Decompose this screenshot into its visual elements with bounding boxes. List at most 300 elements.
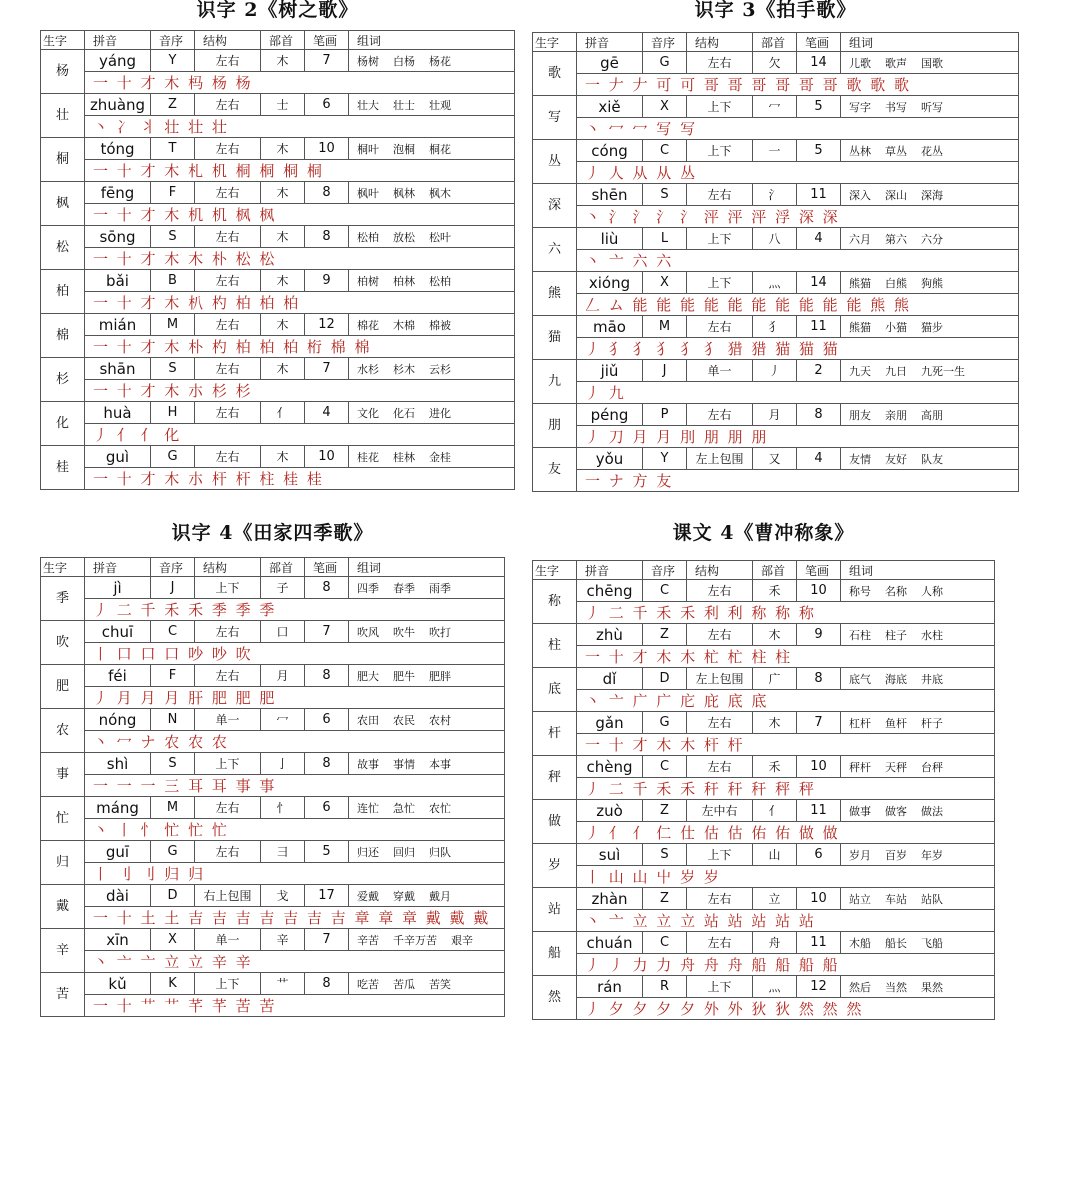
- word-item: 木棉: [393, 318, 415, 332]
- word-item: 苦笑: [429, 977, 451, 991]
- word-item: 吹风: [357, 625, 379, 639]
- radical-cell: 木: [753, 712, 797, 734]
- words-cell: [349, 182, 515, 204]
- pinyin-cell: shēn: [577, 184, 643, 206]
- header-row: [41, 31, 515, 50]
- stroke-order-row: [533, 470, 1019, 492]
- stroke-order-row: [41, 292, 515, 314]
- words-cell: [841, 756, 995, 778]
- word-item: 肥胖: [429, 669, 451, 683]
- table-row: [41, 270, 515, 292]
- pinyin-cell: xiě: [577, 96, 643, 118]
- radical-cell: 木: [261, 50, 305, 72]
- stroke-count-cell: 10: [305, 446, 349, 468]
- stroke-order-row: [41, 380, 515, 402]
- stroke-order-cell: 丿 二 千 禾 禾 秆 秆 秆 秤 秤: [577, 778, 995, 800]
- pinyin-cell: māo: [577, 316, 643, 338]
- word-item: 穿戴: [393, 889, 415, 903]
- structure-cell: 左右: [195, 50, 261, 72]
- radical-cell: 亻: [753, 800, 797, 822]
- character-cell: 松: [41, 226, 85, 270]
- stroke-count-cell: 9: [797, 624, 841, 646]
- stroke-order-cell: 丿 二 千 禾 禾 利 利 称 称 称: [577, 602, 995, 624]
- sound-order-cell: G: [151, 446, 195, 468]
- radical-cell: 木: [261, 446, 305, 468]
- literacy-table: [40, 30, 515, 490]
- table-row: [533, 52, 1019, 74]
- stroke-order-cell: 丶 冫 丬 壮 壮 壮: [85, 116, 515, 138]
- section-title: 识字 2《树之歌》: [196, 0, 359, 21]
- words-cell: [349, 446, 515, 468]
- sound-order-cell: X: [643, 96, 687, 118]
- word-item: 果然: [921, 980, 943, 994]
- header-radical: 部首: [261, 558, 305, 577]
- word-item: 桂林: [393, 450, 415, 464]
- sound-order-cell: Y: [643, 448, 687, 470]
- word-item: 文化: [357, 406, 379, 420]
- section-title: 课文 4《曹冲称象》: [672, 522, 855, 544]
- pinyin-cell: sōng: [85, 226, 151, 248]
- radical-cell: 月: [753, 404, 797, 426]
- header-pinyin: 拼音: [577, 33, 643, 52]
- stroke-count-cell: 10: [797, 580, 841, 602]
- character-cell: 熊: [533, 272, 577, 316]
- stroke-order-cell: 一 十 才 木 朩 杉 杉: [85, 380, 515, 402]
- stroke-order-row: [533, 734, 995, 756]
- word-item: 国歌: [921, 56, 943, 70]
- header-pinyin: 拼音: [85, 558, 151, 577]
- word-item: 鱼杆: [885, 716, 907, 730]
- radical-cell: 木: [261, 314, 305, 336]
- stroke-count-cell: 14: [797, 52, 841, 74]
- table-row: [41, 929, 505, 951]
- stroke-order-cell: 丿 刀 月 月 刖 朋 朋 朋: [577, 426, 1019, 448]
- word-item: 深入: [849, 188, 871, 202]
- character-cell: 写: [533, 96, 577, 140]
- character-cell: 辛: [41, 929, 85, 973]
- stroke-count-cell: 8: [797, 668, 841, 690]
- word-item: 木船: [849, 936, 871, 950]
- words-cell: [349, 138, 515, 160]
- pinyin-cell: chuī: [85, 621, 151, 643]
- table-row: [41, 753, 505, 775]
- character-cell: 柏: [41, 270, 85, 314]
- character-cell: 吹: [41, 621, 85, 665]
- word-item: 枫林: [393, 186, 415, 200]
- words-cell: [841, 448, 1019, 470]
- stroke-order-row: [533, 294, 1019, 316]
- structure-cell: 左右: [687, 52, 753, 74]
- stroke-count-cell: 14: [797, 272, 841, 294]
- word-item: 回归: [393, 845, 415, 859]
- stroke-order-cell: 一 十 才 木 机 机 枫 枫: [85, 204, 515, 226]
- stroke-order-cell: 丿 亻 亻 仁 仕 估 估 佑 佑 做 做: [577, 822, 995, 844]
- stroke-order-cell: 一 一 一 三 耳 耳 事 事: [85, 775, 505, 797]
- character-cell: 然: [533, 976, 577, 1020]
- section-title: 识字 3《拍手歌》: [694, 0, 857, 21]
- words-cell: [841, 96, 1019, 118]
- stroke-order-row: [41, 248, 515, 270]
- word-item: 杨树: [357, 54, 379, 68]
- structure-cell: 单一: [195, 709, 261, 731]
- structure-cell: 左右: [687, 932, 753, 954]
- pinyin-cell: liù: [577, 228, 643, 250]
- pinyin-cell: chuán: [577, 932, 643, 954]
- stroke-order-cell: 一 十 才 木 札 机 桐 桐 桐 桐: [85, 160, 515, 182]
- pinyin-cell: guì: [85, 446, 151, 468]
- word-item: 白熊: [885, 276, 907, 290]
- word-item: 车站: [885, 892, 907, 906]
- sound-order-cell: Z: [643, 624, 687, 646]
- word-item: 友情: [849, 452, 871, 466]
- radical-cell: 氵: [753, 184, 797, 206]
- structure-cell: 左右: [195, 446, 261, 468]
- section-caochongchengxiang: [532, 523, 995, 1018]
- table-row: [41, 709, 505, 731]
- table-row: [533, 668, 995, 690]
- word-item: 秤杆: [849, 760, 871, 774]
- words-cell: [349, 797, 505, 819]
- radical-cell: 丿: [753, 360, 797, 382]
- character-cell: 杆: [533, 712, 577, 756]
- radical-cell: 舟: [753, 932, 797, 954]
- structure-cell: 左上包围: [687, 668, 753, 690]
- radical-cell: 广: [753, 668, 797, 690]
- stroke-order-cell: 丿 二 千 禾 禾 季 季 季: [85, 599, 505, 621]
- stroke-count-cell: 7: [797, 712, 841, 734]
- character-cell: 杉: [41, 358, 85, 402]
- radical-cell: 木: [261, 358, 305, 380]
- sound-order-cell: Z: [151, 94, 195, 116]
- stroke-count-cell: 10: [305, 138, 349, 160]
- word-item: 放松: [393, 230, 415, 244]
- table-row: [533, 800, 995, 822]
- word-item: 爱戴: [357, 889, 379, 903]
- stroke-order-row: [41, 731, 505, 753]
- words-cell: [349, 753, 505, 775]
- sound-order-cell: K: [151, 973, 195, 995]
- character-cell: 桂: [41, 446, 85, 490]
- word-item: 吹牛: [393, 625, 415, 639]
- structure-cell: 左右: [195, 182, 261, 204]
- stroke-order-cell: 一 十 才 木 朴 杓 柏 柏 柏 桁 棉 棉: [85, 336, 515, 358]
- word-item: 水杉: [357, 362, 379, 376]
- character-cell: 忙: [41, 797, 85, 841]
- structure-cell: 左右: [195, 797, 261, 819]
- words-cell: [841, 888, 995, 910]
- structure-cell: 左右: [687, 184, 753, 206]
- word-item: 站队: [921, 892, 943, 906]
- radical-cell: 艹: [261, 973, 305, 995]
- word-item: 农村: [429, 713, 451, 727]
- character-cell: 称: [533, 580, 577, 624]
- word-item: 井底: [921, 672, 943, 686]
- stroke-order-row: [533, 602, 995, 624]
- table-row: [41, 621, 505, 643]
- table-row: [41, 885, 505, 907]
- radical-cell: 辛: [261, 929, 305, 951]
- pinyin-cell: jiǔ: [577, 360, 643, 382]
- word-item: 石柱: [849, 628, 871, 642]
- word-item: 桐花: [429, 142, 451, 156]
- radical-cell: 欠: [753, 52, 797, 74]
- words-cell: [349, 709, 505, 731]
- word-item: 深海: [921, 188, 943, 202]
- words-cell: [841, 800, 995, 822]
- word-item: 杠杆: [849, 716, 871, 730]
- character-cell: 化: [41, 402, 85, 446]
- word-item: 人称: [921, 584, 943, 598]
- stroke-order-row: [41, 643, 505, 665]
- word-item: 苦瓜: [393, 977, 415, 991]
- character-cell: 柱: [533, 624, 577, 668]
- word-item: 岁月: [849, 848, 871, 862]
- table-row: [533, 316, 1019, 338]
- header-strokes: 笔画: [305, 558, 349, 577]
- stroke-order-row: [41, 687, 505, 709]
- character-cell: 歌: [533, 52, 577, 96]
- header-structure: 结构: [195, 31, 261, 50]
- sound-order-cell: M: [643, 316, 687, 338]
- table-row: [41, 841, 505, 863]
- structure-cell: 左右: [195, 270, 261, 292]
- words-cell: [841, 668, 995, 690]
- word-item: 花丛: [921, 144, 943, 158]
- word-item: 做法: [921, 804, 943, 818]
- pinyin-cell: suì: [577, 844, 643, 866]
- header-strokes: 笔画: [797, 33, 841, 52]
- stroke-order-cell: 一 ナ 方 友: [577, 470, 1019, 492]
- stroke-order-row: [533, 162, 1019, 184]
- section-paishouge: [532, 0, 1019, 490]
- pinyin-cell: nóng: [85, 709, 151, 731]
- character-cell: 九: [533, 360, 577, 404]
- word-item: 松叶: [429, 230, 451, 244]
- character-cell: 棉: [41, 314, 85, 358]
- word-item: 听写: [921, 100, 943, 114]
- word-item: 做客: [885, 804, 907, 818]
- word-item: 松柏: [429, 274, 451, 288]
- word-item: 吃苦: [357, 977, 379, 991]
- header-radical: 部首: [753, 33, 797, 52]
- word-item: 深山: [885, 188, 907, 202]
- word-item: 桂花: [357, 450, 379, 464]
- word-item: 柏林: [393, 274, 415, 288]
- header-words: 组词: [349, 558, 505, 577]
- radical-cell: 犭: [753, 316, 797, 338]
- section-shuzhige: [40, 0, 515, 490]
- stroke-order-row: [533, 426, 1019, 448]
- table-row: [41, 138, 515, 160]
- stroke-order-cell: 丶 冖 冖 写 写: [577, 118, 1019, 140]
- sound-order-cell: D: [151, 885, 195, 907]
- sound-order-cell: M: [151, 314, 195, 336]
- words-cell: [841, 52, 1019, 74]
- radical-cell: 灬: [753, 272, 797, 294]
- stroke-order-row: [533, 910, 995, 932]
- structure-cell: 左右: [195, 621, 261, 643]
- stroke-order-row: [533, 250, 1019, 272]
- stroke-order-row: [533, 74, 1019, 96]
- sound-order-cell: R: [643, 976, 687, 998]
- pinyin-cell: yáng: [85, 50, 151, 72]
- radical-cell: 冖: [261, 709, 305, 731]
- stroke-order-cell: 一 十 才 木 杩 杨 杨: [85, 72, 515, 94]
- pinyin-cell: kǔ: [85, 973, 151, 995]
- words-cell: [841, 184, 1019, 206]
- radical-cell: 山: [753, 844, 797, 866]
- word-item: 杨花: [429, 54, 451, 68]
- table-row: [533, 448, 1019, 470]
- words-cell: [841, 580, 995, 602]
- pinyin-cell: xīn: [85, 929, 151, 951]
- radical-cell: 忄: [261, 797, 305, 819]
- character-cell: 深: [533, 184, 577, 228]
- words-cell: [841, 844, 995, 866]
- sound-order-cell: B: [151, 270, 195, 292]
- stroke-order-cell: 丶 丨 忄 忙 忙 忙: [85, 819, 505, 841]
- header-order: 音序: [643, 33, 687, 52]
- stroke-count-cell: 10: [797, 888, 841, 910]
- word-item: 戴月: [429, 889, 451, 903]
- stroke-count-cell: 6: [797, 844, 841, 866]
- table-row: [533, 96, 1019, 118]
- word-item: 队友: [921, 452, 943, 466]
- stroke-order-cell: 丿 犭 犭 犭 犭 犭 猎 猎 猫 猫 猫: [577, 338, 1019, 360]
- character-cell: 苦: [41, 973, 85, 1017]
- word-item: 做事: [849, 804, 871, 818]
- stroke-order-cell: 一 十 才 木 木 杆 杆: [577, 734, 995, 756]
- stroke-count-cell: 9: [305, 270, 349, 292]
- stroke-count-cell: 4: [797, 228, 841, 250]
- pinyin-cell: zhù: [577, 624, 643, 646]
- structure-cell: 上下: [195, 577, 261, 599]
- pinyin-cell: máng: [85, 797, 151, 819]
- table-row: [533, 844, 995, 866]
- word-item: 当然: [885, 980, 907, 994]
- sound-order-cell: S: [151, 753, 195, 775]
- radical-cell: 口: [261, 621, 305, 643]
- word-item: 九死一生: [921, 364, 965, 378]
- word-item: 千辛万苦: [393, 933, 437, 947]
- radical-cell: 一: [753, 140, 797, 162]
- stroke-count-cell: 4: [305, 402, 349, 424]
- word-item: 杉木: [393, 362, 415, 376]
- word-item: 小猫: [885, 320, 907, 334]
- word-item: 归还: [357, 845, 379, 859]
- stroke-order-row: [533, 866, 995, 888]
- words-cell: [349, 358, 515, 380]
- words-cell: [349, 270, 515, 292]
- table-row: [533, 932, 995, 954]
- stroke-order-row: [41, 468, 515, 490]
- stroke-order-row: [533, 690, 995, 712]
- words-cell: [841, 140, 1019, 162]
- word-item: 连忙: [357, 801, 379, 815]
- radical-cell: 木: [261, 138, 305, 160]
- word-item: 春季: [393, 581, 415, 595]
- character-cell: 丛: [533, 140, 577, 184]
- table-row: [533, 404, 1019, 426]
- stroke-order-cell: 丶 亠 六 六: [577, 250, 1019, 272]
- word-item: 柱子: [885, 628, 907, 642]
- sound-order-cell: C: [643, 580, 687, 602]
- stroke-order-cell: 一 十 土 土 吉 吉 吉 吉 吉 吉 吉 章 章 章 戴 戴 戴: [85, 907, 505, 929]
- radical-cell: 子: [261, 577, 305, 599]
- pinyin-cell: zhàn: [577, 888, 643, 910]
- pinyin-cell: bǎi: [85, 270, 151, 292]
- word-item: 友好: [885, 452, 907, 466]
- structure-cell: 上下: [687, 228, 753, 250]
- radical-cell: 士: [261, 94, 305, 116]
- table-row: [533, 184, 1019, 206]
- character-cell: 底: [533, 668, 577, 712]
- words-cell: [841, 360, 1019, 382]
- pinyin-cell: dài: [85, 885, 151, 907]
- word-item: 农忙: [429, 801, 451, 815]
- stroke-order-row: [533, 338, 1019, 360]
- stroke-order-cell: 一 十 才 木 木 朴 松 松: [85, 248, 515, 270]
- stroke-order-row: [533, 382, 1019, 404]
- stroke-order-cell: 丨 山 山 屮 岁 岁: [577, 866, 995, 888]
- pinyin-cell: tóng: [85, 138, 151, 160]
- radical-cell: 冖: [753, 96, 797, 118]
- pinyin-cell: shì: [85, 753, 151, 775]
- stroke-order-cell: 𠃋 ム 能 能 能 能 能 能 能 能 能 能 熊 熊: [577, 294, 1019, 316]
- word-item: 底气: [849, 672, 871, 686]
- header-radical: 部首: [261, 31, 305, 50]
- sound-order-cell: Y: [151, 50, 195, 72]
- sound-order-cell: S: [643, 844, 687, 866]
- word-item: 枫叶: [357, 186, 379, 200]
- pinyin-cell: chèng: [577, 756, 643, 778]
- word-item: 朋友: [849, 408, 871, 422]
- sound-order-cell: X: [643, 272, 687, 294]
- table-row: [533, 756, 995, 778]
- word-item: 壮大: [357, 98, 379, 112]
- stroke-order-cell: 丶 冖 ナ 农 农 农: [85, 731, 505, 753]
- word-item: 船长: [885, 936, 907, 950]
- word-item: 白杨: [393, 54, 415, 68]
- words-cell: [349, 50, 515, 72]
- stroke-count-cell: 5: [797, 96, 841, 118]
- sound-order-cell: C: [643, 756, 687, 778]
- structure-cell: 上下: [687, 272, 753, 294]
- structure-cell: 右上包围: [195, 885, 261, 907]
- word-item: 九天: [849, 364, 871, 378]
- structure-cell: 上下: [687, 140, 753, 162]
- header-strokes: 笔画: [797, 561, 841, 580]
- header-char: 生字: [41, 31, 85, 50]
- stroke-order-row: [533, 646, 995, 668]
- character-cell: 岁: [533, 844, 577, 888]
- pinyin-cell: fēng: [85, 182, 151, 204]
- stroke-count-cell: 8: [305, 182, 349, 204]
- word-item: 名称: [885, 584, 907, 598]
- structure-cell: 上下: [687, 844, 753, 866]
- stroke-order-cell: 一 十 才 木 朳 杓 柏 柏 柏: [85, 292, 515, 314]
- stroke-count-cell: 8: [305, 226, 349, 248]
- word-item: 肥牛: [393, 669, 415, 683]
- stroke-order-row: [41, 819, 505, 841]
- structure-cell: 上下: [687, 96, 753, 118]
- header-structure: 结构: [195, 558, 261, 577]
- character-cell: 归: [41, 841, 85, 885]
- stroke-order-row: [533, 778, 995, 800]
- word-item: 九日: [885, 364, 907, 378]
- words-cell: [349, 226, 515, 248]
- pinyin-cell: yǒu: [577, 448, 643, 470]
